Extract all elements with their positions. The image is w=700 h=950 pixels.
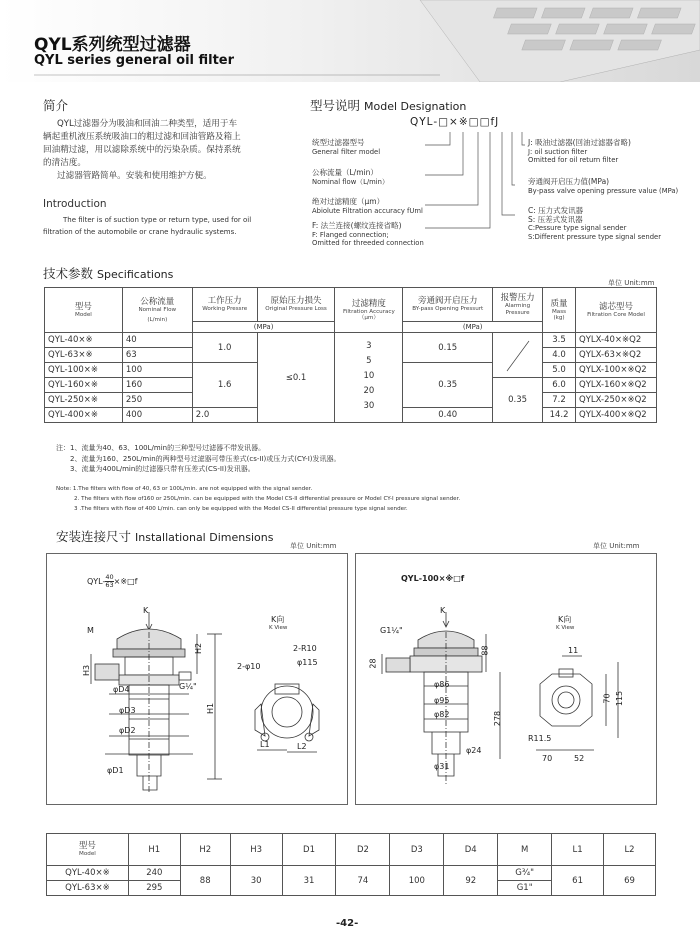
md-item-cn: J: 吸油过滤器(回油过滤器省略) bbox=[528, 138, 631, 147]
label-70-vert: 70 bbox=[602, 693, 612, 704]
cell-h1: 240 bbox=[128, 866, 180, 881]
dim-col-d3: D3 bbox=[390, 834, 444, 866]
intro-line: 过滤器管路简单。安装和使用维护方便。 bbox=[57, 171, 212, 181]
md-left-item-1 bbox=[312, 139, 380, 156]
md-left-item-3 bbox=[312, 198, 423, 215]
notes-en bbox=[56, 484, 460, 514]
left-drawing-panel bbox=[46, 553, 348, 805]
table-row bbox=[45, 333, 657, 348]
col-accuracy: 过滤精度 Filtration Accuracy （μm） bbox=[335, 288, 403, 333]
intro-heading-cn: 简介 bbox=[43, 98, 69, 113]
dim-col-l1: L1 bbox=[552, 834, 604, 866]
md-item-en: By-pass valve opening pressure value (MPa) bbox=[528, 186, 679, 195]
label-K: K bbox=[143, 606, 149, 615]
left-drawing-model: QYL- $\frac{40}{63}$ ×※□f bbox=[87, 573, 138, 589]
label-phi95: φ95 bbox=[434, 696, 450, 705]
label-2phi10: 2-φ10 bbox=[237, 662, 261, 671]
specs-heading bbox=[43, 264, 173, 282]
label-K: K bbox=[440, 606, 446, 615]
intro-line: 的清洁度。 bbox=[43, 158, 86, 168]
page-number: -42- bbox=[336, 918, 359, 929]
notes-cn bbox=[56, 443, 341, 475]
dim-col-model: 型号 Model bbox=[47, 834, 129, 866]
col-mass: 质量 Mass (kg) bbox=[543, 288, 576, 333]
md-right-item-3 bbox=[528, 207, 661, 241]
label-L2: L2 bbox=[297, 742, 307, 751]
cell-model: QYL-400×※ bbox=[45, 408, 123, 423]
col-alarm: 报警压力 Alarming Pressure bbox=[493, 288, 543, 322]
md-item-en: General filter model bbox=[312, 147, 381, 156]
cell-core: QYLX-100×※Q2 bbox=[576, 363, 657, 378]
label-H1: H1 bbox=[206, 702, 216, 715]
cell-mass: 7.2 bbox=[543, 393, 576, 408]
cell-l1: 61 bbox=[552, 866, 604, 896]
model-designation-heading bbox=[310, 96, 466, 114]
label-28: 28 bbox=[368, 658, 378, 669]
md-left-item-2 bbox=[312, 169, 389, 186]
cell-model: QYL-100×※ bbox=[45, 363, 123, 378]
note-line: 注：1、流量为40、63、100L/min的三种型号过滤器不带发讯器。 bbox=[56, 444, 266, 452]
label-D3: φD3 bbox=[119, 706, 136, 715]
md-item-cn: 统型过滤器型号 bbox=[312, 138, 365, 147]
md-right-item-1 bbox=[528, 139, 631, 165]
label-phi24: φ24 bbox=[466, 746, 482, 755]
intro-en-line: The filter is of suction type or return type, used for oil bbox=[63, 216, 252, 224]
md-item-en: S:Different pressure type signal sender bbox=[528, 232, 662, 241]
diagonal-slash bbox=[493, 333, 543, 378]
intro-line: 回油精过滤，用以滤除系统中的污染杂质。保持系统 bbox=[43, 145, 241, 155]
label-G14: G¼" bbox=[179, 682, 197, 691]
label-H2: H2 bbox=[194, 642, 204, 655]
label-L1: L1 bbox=[260, 740, 270, 749]
right-drawing-model: QYL-100×※□f bbox=[401, 574, 465, 583]
specs-heading-cn: 技术参数 bbox=[43, 266, 94, 281]
cell-accuracy: 3 5 10 20 30 bbox=[335, 333, 403, 423]
cell-mass: 14.2 bbox=[543, 408, 576, 423]
label-G114: G1¼" bbox=[380, 626, 403, 635]
cell-work-pressure: 1.6 bbox=[192, 363, 257, 408]
cell-core: QYLX-400×※Q2 bbox=[576, 408, 657, 423]
cell-work-pressure: 1.0 bbox=[192, 333, 257, 363]
note-line: 3、流量为400L/min的过滤器只带有压差式(CS-II)发讯器。 bbox=[70, 465, 255, 473]
right-drawing-panel bbox=[355, 553, 657, 805]
label-88: 88 bbox=[480, 645, 490, 656]
label-K-view-en: K View bbox=[556, 625, 575, 631]
md-item-en: F: Flanged connection; bbox=[312, 230, 389, 239]
cell-m: G1" bbox=[498, 881, 552, 896]
right-filter-drawing bbox=[356, 554, 656, 804]
cell-flow: 100 bbox=[122, 363, 192, 378]
label-phi86: φ86 bbox=[434, 680, 450, 689]
md-item-cn: F: 法兰连接(螺纹连接省略) bbox=[312, 221, 402, 230]
table-row bbox=[47, 866, 656, 881]
cell-bypass: 0.40 bbox=[403, 408, 493, 423]
label-M: M bbox=[87, 626, 94, 635]
cell-work-pressure: 2.0 bbox=[192, 408, 257, 423]
cell-mass: 6.0 bbox=[543, 378, 576, 393]
cell-core: QYLX-40×※Q2 bbox=[576, 333, 657, 348]
unit-mpa-right: (MPa) bbox=[403, 322, 543, 333]
label-278: 278 bbox=[493, 710, 503, 727]
note-line: 2、流量为160、250L/min的两种型号过滤器可带压差式(cs-II)或压力式(CY-I)发讯器。 bbox=[70, 454, 341, 463]
cell-pressure-loss: ≤0.1 bbox=[257, 333, 335, 423]
md-item-cn: S: 压差式发讯器 bbox=[528, 214, 583, 224]
cell-flow: 160 bbox=[122, 378, 192, 393]
cell-model: QYL-63×※ bbox=[45, 348, 123, 363]
specs-header-row bbox=[45, 288, 657, 322]
label-phi31: φ31 bbox=[434, 762, 450, 771]
md-item-en: Nominal flow（L/min） bbox=[312, 177, 389, 186]
dim-col-h1: H1 bbox=[128, 834, 180, 866]
cell-alarm: 0.35 bbox=[493, 378, 543, 423]
model-designation-heading-cn: 型号说明 bbox=[310, 98, 361, 113]
cell-mass: 5.0 bbox=[543, 363, 576, 378]
model-code: QYL-□×※□□fJ bbox=[410, 116, 500, 128]
cell-flow: 63 bbox=[122, 348, 192, 363]
install-unit-left: 单位 Unit:mm bbox=[290, 542, 337, 550]
left-filter-drawing bbox=[47, 554, 347, 804]
label-K-view-cn: K向 bbox=[271, 615, 285, 624]
col-flow: 公称流量 Nominal Flow (L/min) bbox=[122, 288, 192, 333]
page-header bbox=[0, 0, 700, 82]
md-item-en: J: oil suction filter bbox=[528, 147, 588, 156]
label-H3: H3 bbox=[82, 664, 92, 677]
cell-model: QYL-40×※ bbox=[47, 866, 129, 881]
cell-alarm-none bbox=[493, 333, 543, 378]
cell-h1: 295 bbox=[128, 881, 180, 896]
note-line: 2. The filters with flow of160 or 250L/min. can be equipped with the Model CS-II differential pressure or Model CY-I pressure signal sender. bbox=[74, 496, 461, 502]
intro-line: 辆起重机液压系统吸油口的粗过滤和回油管路及箱上 bbox=[43, 132, 241, 142]
intro-paragraph-cn bbox=[43, 118, 279, 183]
specs-table bbox=[44, 287, 657, 423]
cell-model: QYL-160×※ bbox=[45, 378, 123, 393]
md-left-item-4 bbox=[312, 222, 424, 248]
install-heading bbox=[56, 527, 273, 545]
cell-m: G³⁄₄" bbox=[498, 866, 552, 881]
intro-en-line: filtration of the automobile or crane hydraulic systems. bbox=[43, 228, 237, 236]
cell-model: QYL-40×※ bbox=[45, 333, 123, 348]
cell-model: QYL-250×※ bbox=[45, 393, 123, 408]
label-K-view-cn: K向 bbox=[558, 615, 572, 624]
cell-bypass: 0.35 bbox=[403, 363, 493, 408]
cell-mass: 3.5 bbox=[543, 333, 576, 348]
dimension-table bbox=[46, 833, 656, 896]
label-2R10: 2-R10 bbox=[293, 644, 317, 653]
cell-d1: 31 bbox=[282, 866, 336, 896]
dim-col-d4: D4 bbox=[444, 834, 498, 866]
intro-paragraph-en bbox=[43, 214, 283, 238]
cell-mass: 4.0 bbox=[543, 348, 576, 363]
dim-col-h2: H2 bbox=[180, 834, 230, 866]
col-pressure-loss: 原始压力损失 Original Pressure Loss bbox=[257, 288, 335, 322]
col-core: 滤芯型号 Filtration Core Model bbox=[576, 288, 657, 333]
label-D4: φD4 bbox=[113, 685, 130, 694]
cell-core: QYLX-160×※Q2 bbox=[576, 378, 657, 393]
label-K-view-en: K View bbox=[269, 625, 288, 631]
md-item-cn: C: 压力式发讯器 bbox=[528, 206, 584, 215]
cell-flow: 400 bbox=[122, 408, 192, 423]
cell-d4: 92 bbox=[444, 866, 498, 896]
label-D1: φD1 bbox=[107, 766, 124, 775]
cell-model: QYL-63×※ bbox=[47, 881, 129, 896]
md-item-en: Abiolute Filtration accuracy fUml bbox=[312, 206, 423, 215]
specs-unit: 单位 Unit:mm bbox=[608, 279, 655, 287]
cell-h3: 30 bbox=[230, 866, 282, 896]
page-title-en: QYL series general oil filter bbox=[34, 53, 235, 68]
cell-flow: 250 bbox=[122, 393, 192, 408]
label-52: 52 bbox=[574, 754, 585, 763]
note-line: Note: 1.The filters with flow of 40, 63 or 100L/min. are not equipped with the signal sender. bbox=[56, 486, 313, 492]
label-R115: R11.5 bbox=[528, 734, 552, 743]
specs-heading-en: Specifications bbox=[97, 268, 174, 281]
label-11: 11 bbox=[568, 646, 579, 655]
dim-header-row bbox=[47, 834, 656, 866]
dim-col-d1: D1 bbox=[282, 834, 336, 866]
cell-l2: 69 bbox=[604, 866, 656, 896]
label-phi115: φ115 bbox=[297, 658, 318, 667]
md-right-item-2 bbox=[528, 178, 678, 195]
dim-col-d2: D2 bbox=[336, 834, 390, 866]
intro-line: QYL过滤器分为吸油和回油二种类型，适用于车 bbox=[57, 119, 238, 129]
unit-mpa-left: (MPa) bbox=[192, 322, 335, 333]
label-phi82: φ82 bbox=[434, 710, 450, 719]
dim-col-m: M bbox=[498, 834, 552, 866]
cell-flow: 40 bbox=[122, 333, 192, 348]
install-heading-cn: 安装连接尺寸 bbox=[56, 529, 132, 544]
cell-d3: 100 bbox=[390, 866, 444, 896]
model-designation-heading-en: Model Designation bbox=[364, 100, 467, 113]
col-bypass: 旁通阀开启压力 BY-pass Opening Pressurt bbox=[403, 288, 493, 322]
page-title-cn: QYL系列统型过滤器 bbox=[34, 35, 191, 55]
md-item-en: C:Pessure type signal sender bbox=[528, 224, 627, 232]
install-heading-en: Installational Dimensions bbox=[135, 531, 274, 544]
cell-h2: 88 bbox=[180, 866, 230, 896]
label-115: 115 bbox=[615, 690, 625, 707]
col-model: 型号 Model bbox=[45, 288, 123, 333]
intro-heading-en: Introduction bbox=[43, 198, 107, 210]
dim-col-l2: L2 bbox=[604, 834, 656, 866]
label-D2: φD2 bbox=[119, 726, 136, 735]
cell-bypass: 0.15 bbox=[403, 333, 493, 363]
cell-core: QYLX-250×※Q2 bbox=[576, 393, 657, 408]
dim-col-h3: H3 bbox=[230, 834, 282, 866]
col-work-pressure: 工作压力 Working Pressre bbox=[192, 288, 257, 322]
md-item-en: Omitted for threeded connection bbox=[312, 239, 424, 247]
md-item-cn: 公称流量（L/min） bbox=[312, 168, 378, 177]
md-item-cn: 绝对过滤精度（μm） bbox=[312, 197, 385, 206]
note-line: 3 .The filters with flow of 400 L/min. can only be equipped with the Model CS-II differential pressure type signal sender. bbox=[74, 506, 408, 512]
md-item-en: Omitted for oil return filter bbox=[528, 156, 619, 164]
install-unit-right: 单位 Unit:mm bbox=[593, 542, 640, 550]
cell-d2: 74 bbox=[336, 866, 390, 896]
cell-core: QYLX-63×※Q2 bbox=[576, 348, 657, 363]
label-70: 70 bbox=[542, 754, 553, 763]
md-item-cn: 旁通阀开启压力值(MPa) bbox=[528, 177, 610, 186]
